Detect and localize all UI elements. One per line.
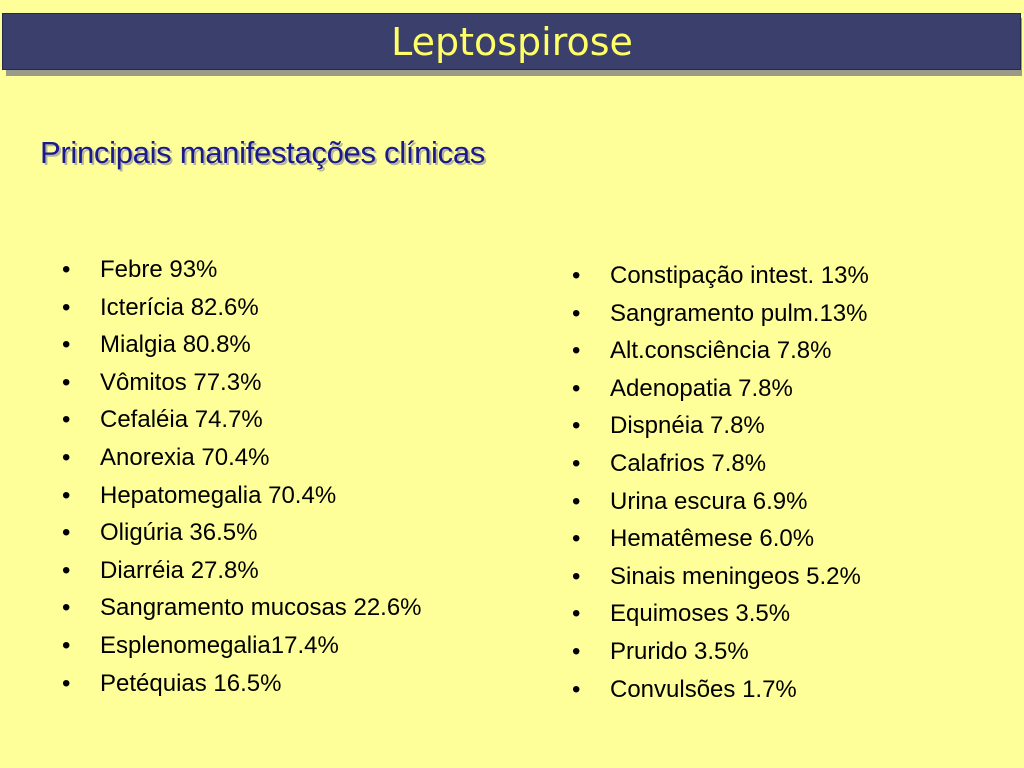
- list-item: • Vômitos 77.3%: [62, 364, 422, 402]
- list-item: • Equimoses 3.5%: [572, 595, 869, 633]
- list-item: • Calafrios 7.8%: [572, 445, 869, 483]
- list-item: • Febre 93%: [62, 251, 422, 289]
- list-item: • Constipação intest. 13%: [572, 257, 869, 295]
- list-item: • Mialgia 80.8%: [62, 326, 422, 364]
- left-bullet-list: [62, 251, 422, 702]
- list-item: • Hematêmese 6.0%: [572, 520, 869, 558]
- slide-title: Leptospirose: [391, 20, 633, 64]
- list-item: • Anorexia 70.4%: [62, 439, 422, 477]
- list-item: • Icterícia 82.6%: [62, 289, 422, 327]
- list-item: • Cefaléia 74.7%: [62, 401, 422, 439]
- list-item: • Oligúria 36.5%: [62, 514, 422, 552]
- list-item: • Diarréia 27.8%: [62, 552, 422, 590]
- list-item: • Sinais meningeos 5.2%: [572, 558, 869, 596]
- list-item: • Esplenomegalia17.4%: [62, 627, 422, 665]
- list-item: • Hepatomegalia 70.4%: [62, 477, 422, 515]
- list-item: • Prurido 3.5%: [572, 633, 869, 671]
- right-bullet-list: [572, 257, 869, 708]
- list-item: • Urina escura 6.9%: [572, 483, 869, 521]
- list-item: • Petéquias 16.5%: [62, 665, 422, 703]
- list-item: • Sangramento mucosas 22.6%: [62, 589, 422, 627]
- list-item: • Convulsões 1.7%: [572, 671, 869, 709]
- list-item: • Sangramento pulm.13%: [572, 295, 869, 333]
- list-item: • Adenopatia 7.8%: [572, 370, 869, 408]
- list-item: • Dispnéia 7.8%: [572, 407, 869, 445]
- list-item: • Alt.consciência 7.8%: [572, 332, 869, 370]
- slide-subtitle: Principais manifestações clínicas: [40, 135, 485, 170]
